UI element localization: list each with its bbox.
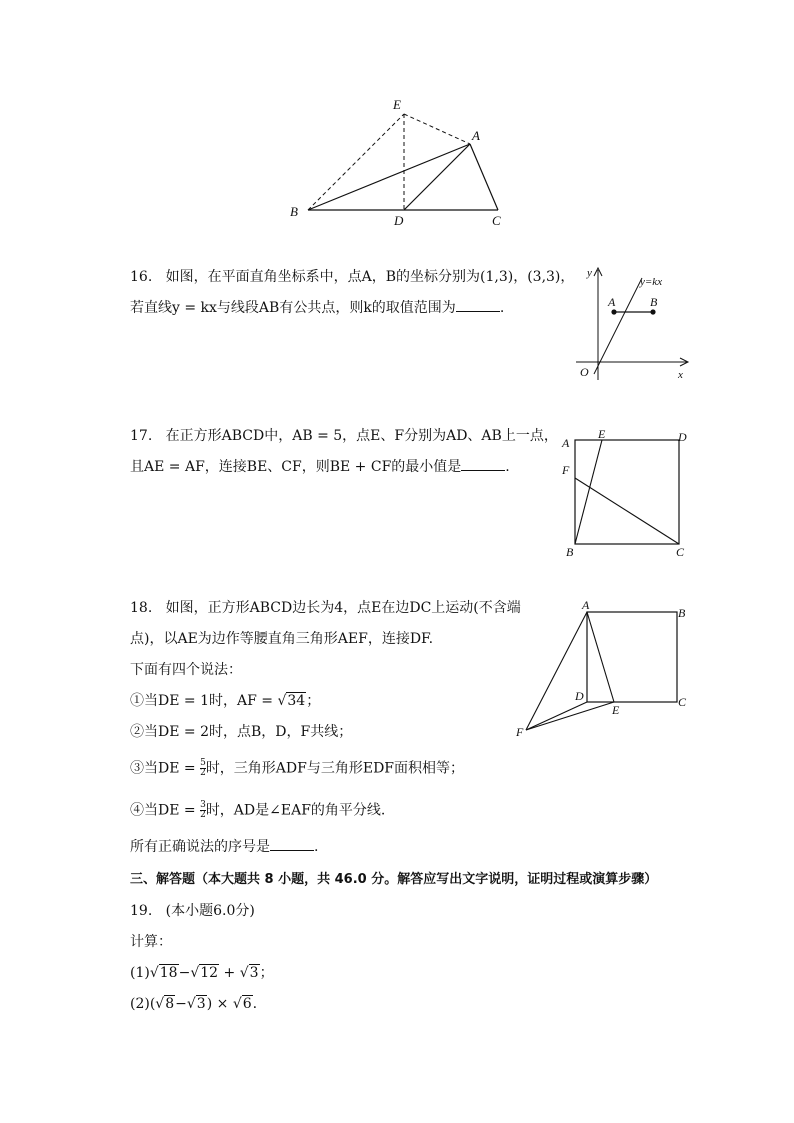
q19-p1-end: ； [259,965,274,981]
segment-AE [587,612,614,702]
q17-line2 [130,458,510,476]
q17-answer-blank[interactable] [461,458,505,471]
q19-p2-mid: ) × [206,996,233,1012]
q18-text2: 点)，以AE为边作等腰直角三角形AEF，连接DF. [130,631,434,647]
q18-text3: 下面有四个说法： [130,662,242,678]
segment-DA [404,144,470,210]
figure-q16-coordinate [570,262,695,387]
q19-part-1: (1)√18−√12 + √3； [130,965,274,981]
q19-p2-end: . [252,996,258,1012]
q19-p1-rad1: 18 [159,965,178,981]
q17-number: 17. [130,428,153,444]
section-3-heading: 三、解答题（本大题共 8 小题，共 46.0 分。解答应写出文字说明，证明过程或演算步骤） [130,872,658,887]
q18-line2 [130,630,433,648]
figure-triangle-ebdac [280,90,520,240]
q19-number: 19. [130,903,153,919]
q19-p1-op2: + [219,965,240,981]
q18-answer-line [130,838,318,856]
label-E18: E [612,703,620,717]
q16-text2: 若直线y = kx与线段AB有公共点，则k的取值范围为 [130,300,456,316]
label-F17: F [562,463,570,477]
q19-p2-op: − [175,996,187,1012]
q16-line2 [130,299,504,317]
label-D18: D [575,689,584,703]
label-B18: B [678,606,686,620]
segment-BA [308,144,470,210]
segment-FE [526,702,614,730]
q18-s1-pre: ①当DE = 1时，AF = [130,693,278,709]
q18-s4-pre: ④当DE = [130,802,201,819]
q18-s3-den: 2 [200,768,206,778]
q19-prompt: 计算： [130,934,172,950]
q19-header [130,902,255,920]
q18-period: . [314,839,319,855]
label-F18: F [516,725,524,739]
q17-period: . [505,459,510,475]
q18-s1-end: ； [306,693,321,709]
figure-q18-square-triangle [512,596,702,741]
q19-part-2: (2)(√8−√3) × √6. [130,996,258,1012]
q17-line1 [130,427,558,445]
segment-BE [308,114,404,210]
q16-number: 16. [130,269,153,285]
q17-text1: 在正方形ABCD中，AB = 5，点E、F分别为AD、AB上一点， [165,428,558,444]
q16-period: . [499,300,505,316]
q18-line1 [130,599,521,617]
figure-q17-square [556,424,696,564]
point-A [611,309,616,314]
q18-line3 [130,661,242,679]
label-C: C [492,213,501,228]
q18-s4-num: 3 [200,800,206,810]
point-B [650,309,655,314]
q19-p2-label: (2)( [130,996,156,1012]
q16-text1: 如图，在平面直角坐标系中，点A，B的坐标分别为(1,3)，(3,3)， [165,269,575,285]
label-A16: A [608,295,616,309]
label-D: D [394,213,404,228]
label-B17: B [566,545,574,559]
q18-s3-num: 5 [200,758,206,768]
q19-head: (本小题6.0分) [165,903,255,919]
q16-answer-blank[interactable] [456,299,500,312]
q18-statement-3 [130,759,464,778]
line-y-kx [594,278,642,374]
segment-FD [526,702,587,730]
q19-p1-label: (1) [130,965,150,981]
q19-p1-op1: − [178,965,191,981]
q19-p2-rad2: 3 [196,996,206,1012]
q18-text1: 如图，正方形ABCD边长为4，点E在边DC上运动(不含端 [165,600,521,616]
label-D17: D [678,430,687,444]
segment-EA [404,114,470,144]
q19-p2-rad1: 8 [165,996,175,1012]
q18-s3-pre: ③当DE = [130,760,201,777]
segment-AF [526,612,587,730]
q18-s4-den: 2 [200,810,206,820]
segment-AC [470,144,498,210]
q18-statement-4 [130,801,385,820]
label-A17: A [562,436,570,450]
label-E: E [393,97,401,112]
label-C17: C [676,545,685,559]
q19-p1-rad2: 12 [200,965,219,981]
label-y: y [587,267,592,279]
q17-text2: 且AE = AF，连接BE、CF，则BE + CF的最小值是 [130,459,462,475]
label-E17: E [598,427,606,441]
q19-p1-rad3: 3 [249,965,259,981]
q19-p2-rad3: 6 [242,996,252,1012]
q16-line1 [130,268,574,286]
square-ABCD [575,440,679,544]
label-A18: A [582,598,590,612]
label-O: O [580,365,589,379]
label-x: x [678,369,683,381]
q18-s4-post: 时，AD是∠EAF的角平分线. [205,802,386,819]
label-A: A [472,128,480,143]
label-B: B [290,204,298,219]
label-B16: B [650,295,658,309]
q18-statement-1: ①当DE = 1时，AF = √34； [130,693,321,709]
segment-FC [575,478,679,544]
q18-s3-post: 时，三角形ADF与三角形EDF面积相等； [205,760,465,777]
label-C18: C [678,695,687,709]
label-line: y=kx [640,276,663,288]
q18-answer-text: 所有正确说法的序号是 [130,839,270,855]
q18-s1-radicand: 34 [287,693,306,709]
q18-number: 18. [130,600,153,616]
q18-s2-text: ②当DE = 2时，点B，D，F共线； [130,724,353,740]
q18-answer-blank[interactable] [270,838,314,851]
q18-statement-2 [130,723,352,741]
